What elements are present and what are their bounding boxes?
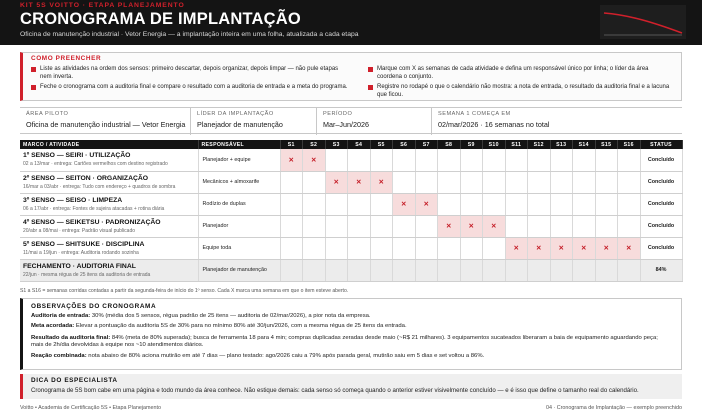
week-cell-marked [483, 215, 506, 237]
week-cell [325, 215, 348, 237]
status-cell: Concluído [640, 171, 682, 193]
week-cell-marked [325, 171, 348, 193]
week-cell [618, 149, 641, 171]
week-cell-marked [348, 171, 371, 193]
footer-right: 04 · Cronograma de Implantação — exemplo preenchido [545, 405, 682, 411]
x-mark-icon: ✕ [288, 156, 294, 164]
week-cell [505, 171, 528, 193]
x-mark-icon: ✕ [378, 179, 384, 186]
week-cell [550, 215, 573, 237]
week-cell [460, 171, 483, 193]
col-week: S6 [393, 140, 416, 149]
project-meta [20, 107, 682, 134]
week-cell [438, 171, 461, 193]
responsible-cell: Planejador [198, 215, 280, 237]
week-cell [393, 237, 416, 259]
week-cell [325, 259, 348, 281]
week-cell [325, 149, 348, 171]
col-activity: MARCO / ATIVIDADE [20, 140, 198, 149]
week-cell [370, 215, 393, 237]
week-cell-marked [280, 149, 303, 171]
week-cell [483, 171, 506, 193]
col-week: S14 [573, 140, 596, 149]
meta-value: Mar–Jun/2026 [323, 120, 369, 129]
week-cell [438, 259, 461, 281]
bullet-square-icon [368, 85, 373, 90]
responsible-cell: Mecânicos + almoxarife [198, 171, 280, 193]
week-cell [393, 259, 416, 281]
week-cell [348, 259, 371, 281]
week-cell [528, 215, 551, 237]
responsible-cell: Rodízio de duplas [198, 193, 280, 215]
table-header-row [20, 140, 682, 149]
week-cell [393, 149, 416, 171]
col-week: S5 [370, 140, 393, 149]
obs-label: Auditoria de entrada: [31, 313, 91, 319]
week-cell [393, 171, 416, 193]
week-cell [280, 215, 303, 237]
week-cell [370, 149, 393, 171]
col-week: S8 [438, 140, 461, 149]
status-cell: Concluído [640, 215, 682, 237]
week-cell [550, 259, 573, 281]
week-cell [415, 215, 438, 237]
week-cell [550, 171, 573, 193]
x-mark-icon: ✕ [626, 245, 632, 252]
col-week: S16 [618, 140, 641, 149]
x-mark-icon: ✕ [333, 179, 339, 186]
tip-title: DICA DO ESPECIALISTA [31, 377, 118, 384]
obs-text: Elevar a pontuação da auditoria 5S de 30% para no mínimo 80% até 30/jun/2026, com a mesma régua de 25 itens da entrada. [74, 323, 407, 329]
week-cell-marked [595, 237, 618, 259]
week-cell [303, 193, 326, 215]
meta-label: PERÍODO [323, 111, 353, 117]
week-cell [460, 237, 483, 259]
status-cell: Concluído [640, 149, 682, 171]
week-cell [595, 215, 618, 237]
activity-title: FECHAMENTO · AUDITORIA FINAL [23, 262, 136, 270]
responsible-cell: Planejador de manutenção [198, 259, 280, 281]
week-cell-marked [460, 215, 483, 237]
week-cell [618, 171, 641, 193]
col-week: S9 [460, 140, 483, 149]
obs-text: nota abaixo de 80% aciona mutirão em até 7 dias — plano testado: ago/2026 caiu a 79% após parada geral, mutirão saiu em 5 dias e set voltou a 86%. [86, 353, 485, 359]
week-cell [483, 259, 506, 281]
meta-label: SEMANA 1 COMEÇA EM [438, 111, 511, 117]
page-header [0, 0, 702, 45]
obs-text: 84% (meta de 80% superada); busca de ferramenta 18 para 4 min; compras duplicadas zeradas desde maio (~R$ 21 milhares). 3 equipamentos sucateados liberaram a baia de equipamento aguardando peça; mais de 2h/dia devolvidas à equipe nos ~10 atendimentos diários. [31, 335, 658, 349]
bullet-square-icon [31, 85, 36, 90]
week-cell [528, 171, 551, 193]
week-cell-marked [393, 193, 416, 215]
week-cell [528, 259, 551, 281]
activity-cell [20, 149, 198, 171]
meta-leader [190, 108, 316, 135]
week-cell [573, 171, 596, 193]
meta-period [316, 108, 431, 135]
meta-area [20, 108, 190, 135]
observations-panel [20, 298, 682, 370]
week-cell [438, 193, 461, 215]
activity-title: 2º SENSO — SEITON · ORGANIZAÇÃO [23, 174, 149, 182]
week-cell [415, 259, 438, 281]
x-mark-icon: ✕ [401, 201, 407, 208]
week-cell-marked [618, 237, 641, 259]
week-cell [303, 259, 326, 281]
instructions-panel [20, 52, 682, 101]
activity-title: 4º SENSO — SEIKETSU · PADRONIZAÇÃO [23, 218, 161, 226]
x-mark-icon: ✕ [423, 201, 429, 208]
header-kicker: KIT 5S VOITTO · ETAPA PLANEJAMENTO [20, 2, 185, 9]
week-cell [280, 171, 303, 193]
week-cell [280, 259, 303, 281]
activity-subtitle: 22/jun · mesma régua de 25 itens da auditoria de entrada [23, 271, 151, 278]
week-cell [415, 171, 438, 193]
col-week: S11 [505, 140, 528, 149]
activity-subtitle: 16/mar a 03/abr · entrega: Tudo com endereço + quadros de sombra [23, 183, 176, 190]
table-row [20, 215, 682, 237]
week-cell-marked [303, 149, 326, 171]
week-cell [528, 193, 551, 215]
col-week: S15 [595, 140, 618, 149]
footer-left: Voitto • Academia de Certificação 5S • Etapa Planejamento [20, 405, 162, 411]
instruction-text: Registre no rodapé o que o calendário não mostra: a nota de entrada, o resultado da auditoria final e a lacuna que ficou. [377, 84, 670, 98]
activity-title: 1º SENSO — SEIRI · UTILIZAÇÃO [23, 152, 131, 160]
observations-title: OBSERVAÇÕES DO CRONOGRAMA [31, 303, 157, 310]
obs-reaction [31, 353, 671, 360]
week-cell [595, 149, 618, 171]
instruction-text: Feche o cronograma com a auditoria final e compare o resultado com a auditoria de entrada e a meta do programa. [40, 84, 348, 90]
obs-text: 30% (média dos 5 sensos, régua padrão de 25 itens — auditoria de 02/mar/2026), a pior nota da empresa. [90, 313, 371, 319]
trend-logo-icon [600, 5, 686, 39]
week-cell [505, 149, 528, 171]
meta-label: LÍDER DA IMPLANTAÇÃO [197, 111, 274, 117]
week-cell [348, 237, 371, 259]
week-cell [483, 193, 506, 215]
week-cell [415, 149, 438, 171]
activity-title: 5º SENSO — SHITSUKE · DISCIPLINA [23, 240, 145, 248]
table-row [20, 237, 682, 259]
week-cell [573, 215, 596, 237]
meta-label: ÁREA PILOTO [26, 111, 69, 117]
week-cell-marked [415, 193, 438, 215]
bullet-square-icon [368, 67, 373, 72]
week-cell [460, 149, 483, 171]
week-cell-marked [438, 215, 461, 237]
week-cell [393, 215, 416, 237]
x-mark-icon: ✕ [536, 245, 542, 252]
week-cell [438, 149, 461, 171]
week-cell [595, 193, 618, 215]
obs-entry-audit [31, 313, 671, 320]
week-cell [573, 259, 596, 281]
activity-cell [20, 237, 198, 259]
week-cell-marked [528, 237, 551, 259]
week-cell [595, 171, 618, 193]
week-cell [370, 193, 393, 215]
week-cell [528, 149, 551, 171]
week-cell [460, 259, 483, 281]
x-mark-icon: ✕ [311, 156, 317, 164]
activity-subtitle: 11/mai a 19/jun · entrega: Auditoria rodando sozinha [23, 249, 139, 256]
table-row [20, 259, 682, 281]
status-cell: Concluído [640, 237, 682, 259]
responsible-cell: Planejador + equipe [198, 149, 280, 171]
week-cell [325, 237, 348, 259]
col-status: STATUS [640, 140, 682, 149]
week-cell [348, 149, 371, 171]
week-cell [438, 237, 461, 259]
x-mark-icon: ✕ [581, 245, 587, 252]
obs-label: Reação combinada: [31, 353, 87, 359]
table-row [20, 193, 682, 215]
meta-value: Oficina de manutenção industrial — Vetor Energia [26, 120, 186, 129]
week-cell-marked [505, 237, 528, 259]
col-week: S4 [348, 140, 371, 149]
meta-start [431, 108, 682, 135]
week-cell [505, 215, 528, 237]
week-cell [573, 193, 596, 215]
week-cell [280, 237, 303, 259]
activity-cell [20, 259, 198, 281]
week-cell [370, 237, 393, 259]
week-cell [415, 237, 438, 259]
week-cell [325, 193, 348, 215]
week-cell [483, 149, 506, 171]
week-cell [573, 149, 596, 171]
meta-value: Planejador de manutenção [197, 120, 283, 129]
week-cell [348, 215, 371, 237]
week-cell [303, 215, 326, 237]
activity-subtitle: 02 a 13/mar · entrega: Cartões vermelhos com destino registrado [23, 161, 168, 168]
week-cell-marked [370, 171, 393, 193]
instruction-text: Marque com X as semanas de cada atividade e defina um responsável único por linha; o líder da área coordena o conjunto. [377, 66, 649, 80]
col-week: S10 [483, 140, 506, 149]
week-cell [595, 259, 618, 281]
week-cell [280, 193, 303, 215]
activity-cell [20, 215, 198, 237]
table-row [20, 171, 682, 193]
obs-final-result [31, 335, 671, 349]
page-subtitle: Oficina de manutenção industrial · Vetor Energia — a implantação inteira em uma folha, atualizada a cada etapa [20, 31, 359, 38]
week-cell [460, 193, 483, 215]
meta-value: 02/mar/2026 · 16 semanas no total [438, 120, 550, 129]
instruction-text: Liste as atividades na ordem dos sensos: primeiro descartar, depois organizar, depois limpar — não pule etapas nem inverta. [40, 66, 339, 80]
activity-subtitle: 06 a 17/abr · entrega: Fontes de sujeira atacadas + rotina diária [23, 205, 165, 212]
x-mark-icon: ✕ [446, 223, 452, 230]
table-footnote: S1 a S16 = semanas corridas contadas a partir da segunda-feira de início do 1º senso. Cada X marca uma semana em que o item esteve aberto. [20, 288, 349, 294]
tip-text: Cronograma de 5S bom cabe em uma página e todo mundo da área conhece. Não estique demais: cada senso só começa quando o anterior estiver visivelmente concluído — e é isso que define o tamanho real do calendário. [31, 387, 639, 394]
col-week: S1 [280, 140, 303, 149]
instructions-title: COMO PREENCHER [31, 55, 102, 62]
col-week: S2 [303, 140, 326, 149]
week-cell [618, 193, 641, 215]
x-mark-icon: ✕ [491, 223, 497, 230]
activity-subtitle: 20/abr a 08/mai · entrega: Padrão visual publicado [23, 227, 136, 234]
responsible-cell: Equipe toda [198, 237, 280, 259]
obs-goal [31, 323, 671, 330]
week-cell [505, 259, 528, 281]
week-cell [618, 215, 641, 237]
week-cell [618, 259, 641, 281]
table-row [20, 149, 682, 171]
week-cell [370, 259, 393, 281]
week-cell-marked [573, 237, 596, 259]
week-cell [348, 193, 371, 215]
week-cell [483, 237, 506, 259]
status-cell: Concluído [640, 193, 682, 215]
week-cell [303, 171, 326, 193]
x-mark-icon: ✕ [558, 245, 564, 252]
page-title: CRONOGRAMA DE IMPLANTAÇÃO [20, 10, 301, 28]
activity-cell [20, 171, 198, 193]
col-week: S3 [325, 140, 348, 149]
col-week: S13 [550, 140, 573, 149]
activity-title: 3º SENSO — SEISO · LIMPEZA [23, 196, 123, 204]
week-cell [303, 237, 326, 259]
x-mark-icon: ✕ [468, 223, 474, 230]
col-responsible: RESPONSÁVEL [198, 140, 280, 149]
x-mark-icon: ✕ [603, 245, 609, 252]
status-cell: 84% [640, 259, 682, 281]
col-week: S12 [528, 140, 551, 149]
x-mark-icon: ✕ [356, 179, 362, 186]
col-week: S7 [415, 140, 438, 149]
week-cell [550, 149, 573, 171]
x-mark-icon: ✕ [513, 245, 519, 252]
expert-tip-panel [20, 374, 682, 399]
bullet-square-icon [31, 67, 36, 72]
week-cell [550, 193, 573, 215]
obs-label: Resultado da auditoria final: [31, 335, 111, 341]
week-cell-marked [550, 237, 573, 259]
activity-cell [20, 193, 198, 215]
week-cell [505, 193, 528, 215]
schedule-table [20, 140, 683, 282]
obs-label: Meta acordada: [31, 323, 75, 329]
